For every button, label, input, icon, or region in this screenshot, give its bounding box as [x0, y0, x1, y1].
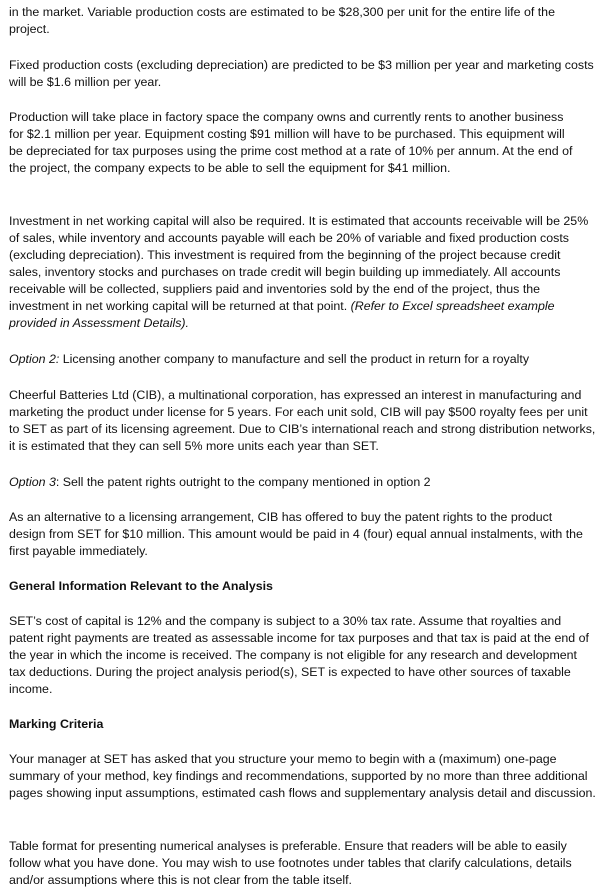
paragraph-market: in the market. Variable production costs are estimated to be $28,300 per unit for the entire life of the project.	[9, 5, 555, 36]
paragraph-general-information: SET’s cost of capital is 12% and the company is subject to a 30% tax rate. Assume that royalties and patent right payments are treated as assessable income for tax purposes and that tax is paid at the end of the year in which the income is received. The company is not eligible for any research and development tax deductions. During the project analysis period(s), SET is expected to have other sources of taxable income.	[9, 614, 589, 696]
paragraph-patent-sale: As an alternative to a licensing arrangement, CIB has offered to buy the patent rights to the product design from SET for $10 million. This amount would be paid in 4 (four) equal annual instalments, with the first payable immediately.	[9, 510, 583, 558]
option-2-label: Option 2:	[9, 352, 60, 366]
option-3-heading	[9, 474, 597, 491]
paragraph-net-working-capital	[9, 213, 595, 332]
paragraph-table-format: Table format for presenting numerical analyses is preferable. Ensure that readers will be able to easily follow what you have done. You may wish to use footnotes under tables that clarify calculations, details and/or assumptions where this is not clear from the table itself.	[9, 839, 572, 887]
heading-marking-criteria: Marking Criteria	[9, 717, 104, 731]
nwc-reference-note: (Refer to Excel spreadsheet example provided in Assessment Details).	[9, 299, 555, 330]
option-2-text: Licensing another company to manufacture and sell the product in return for a royalty	[59, 352, 530, 366]
nwc-text: Investment in net working capital will also be required. It is estimated that accounts receivable will be 25% of sales, while inventory and accounts payable will each be 20% of variable and fixed production costs (excluding depreciation). This investment is required from the beginning of the project because credit sales, inventory stocks and purchases on trade credit will begin building up immediately. All accounts receivable will be collected, suppliers paid and inventories sold by the end of the project, thus the investment in net working capital will be returned at that point.	[9, 214, 589, 313]
paragraph-cib-licensing: Cheerful Batteries Ltd (CIB), a multinational corporation, has expressed an interest in manufacturing and marketing the product under license for 5 years. For each unit sold, CIB will pay $500 royalty fees per unit to SET as part of its licensing agreement. Due to CIB’s international reach and strong distribution networks, it is estimated that they can sell 5% more units each year than SET.	[9, 388, 596, 453]
option-2-heading	[9, 351, 597, 368]
option-3-label: Option 3	[9, 475, 56, 489]
heading-general-information: General Information Relevant to the Analysis	[9, 579, 273, 593]
option-3-text: : Sell the patent rights outright to the company mentioned in option 2	[55, 475, 431, 489]
paragraph-memo-structure: Your manager at SET has asked that you structure your memo to begin with a (maximum) one-page summary of your method, key findings and recommendations, supported by no more than three additional pages showing input assumptions, estimated cash flows and supplementary analysis detail and discussion.	[9, 752, 596, 800]
paragraph-production: Production will take place in factory space the company owns and currently rents to another business for $2.1 million per year. Equipment costing $91 million will have to be purchased. This equipment will be depreciated for tax purposes using the prime cost method at a rate of 10% per annum. At the end of the project, the company expects to be able to sell the equipment for $41 million.	[9, 110, 573, 175]
paragraph-fixed-costs: Fixed production costs (excluding depreciation) are predicted to be $3 million per year and marketing costs will be $1.6 million per year.	[9, 58, 594, 89]
